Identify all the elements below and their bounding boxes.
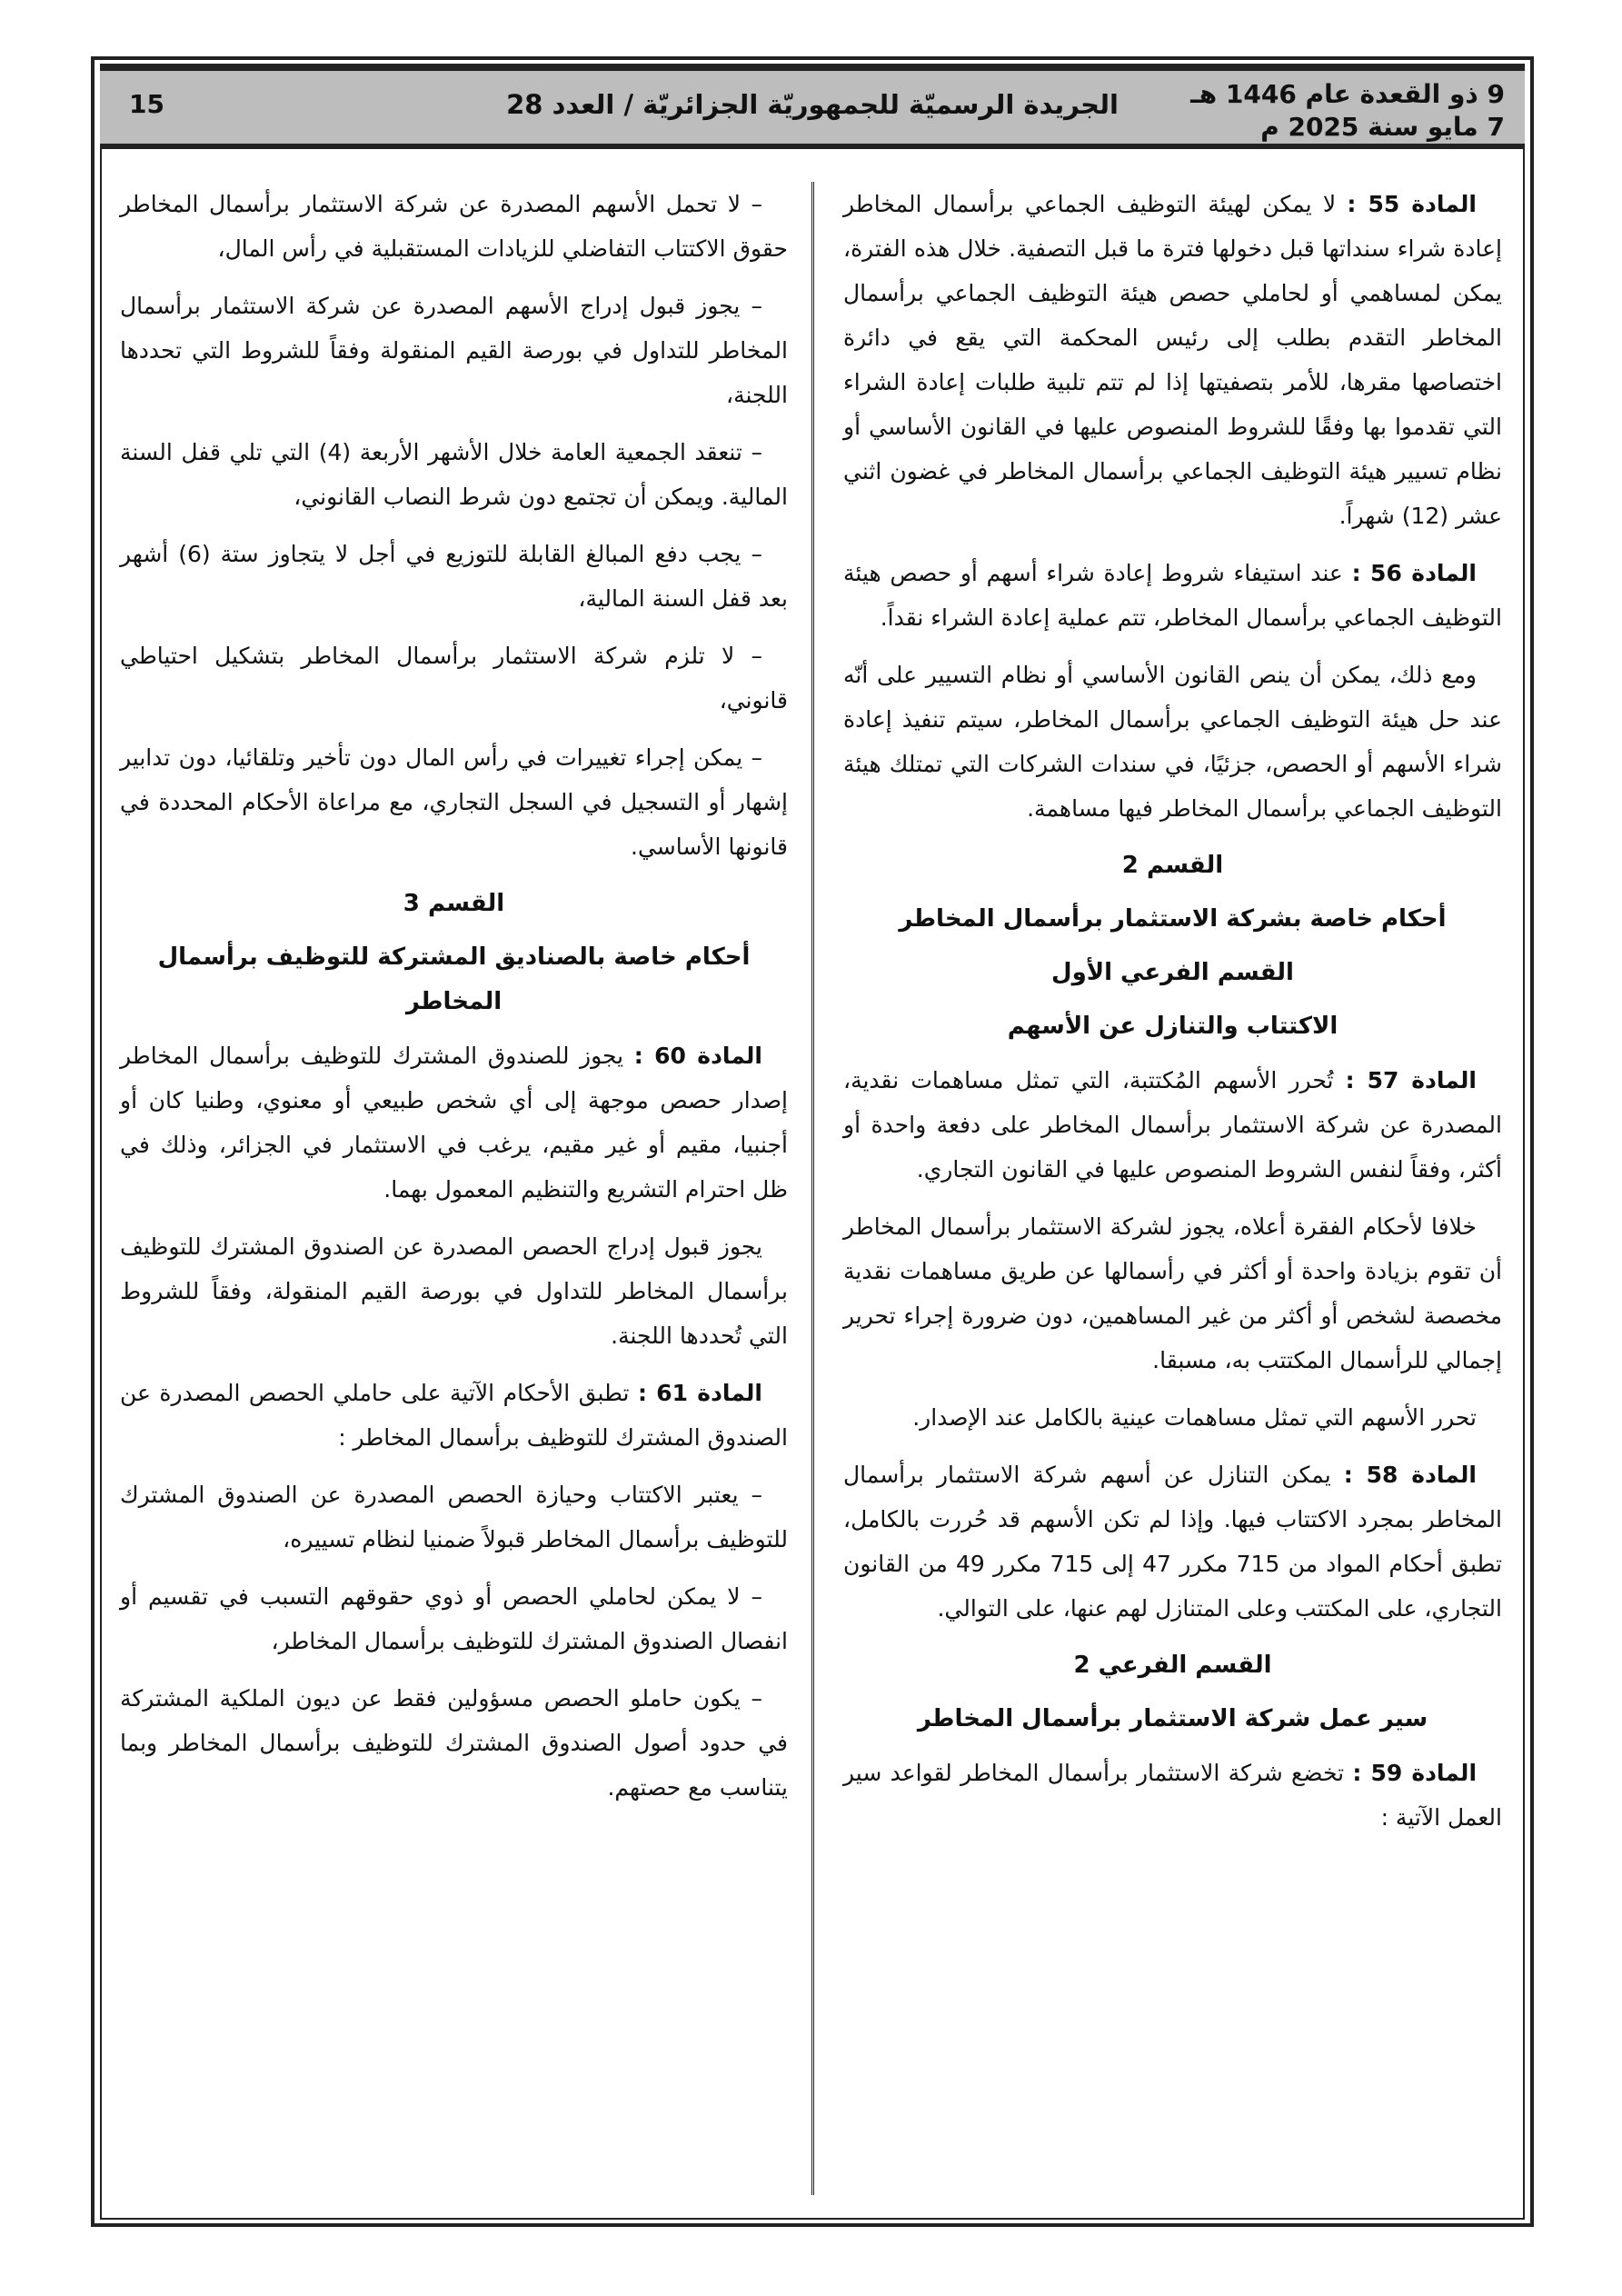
article-56 xyxy=(843,551,1502,640)
article-label: المادة 58 : xyxy=(1343,1462,1477,1488)
paragraph: خلافا لأحكام الفقرة أعلاه، يجوز لشركة الاستثمار برأسمال المخاطر أن تقوم بزيادة واحدة أو أكثر في رأسمالها عن طريق مساهمات نقدية مخصصة لشخص أو أكثر من غير المساهمين، دون ضرورة إجراء تحرير إجمالي للرأسمال المكتتب به، مسبقا. xyxy=(843,1213,1502,1373)
article-59 xyxy=(843,1751,1502,1840)
subsection-heading: القسم الفرعي 2 xyxy=(1073,1652,1272,1679)
article-text: تخضع شركة الاستثمار برأسمال المخاطر لقواعد سير العمل الآتية : xyxy=(843,1760,1502,1831)
article-label: المادة 56 : xyxy=(1351,560,1478,586)
article-61 xyxy=(120,1371,788,1460)
list-item: – لا تلزم شركة الاستثمار برأسمال المخاطر بتشكيل احتياطي قانوني، xyxy=(120,643,788,714)
left-column xyxy=(120,182,788,1822)
section-title: أحكام خاصة بشركة الاستثمار برأسمال المخاطر xyxy=(899,905,1447,933)
list-item: – لا تحمل الأسهم المصدرة عن شركة الاستثمار برأسمال المخاطر حقوق الاكتتاب التفاضلي للزيادات المستقبلية في رأس المال، xyxy=(120,191,788,262)
list-item: – يمكن إجراء تغييرات في رأس المال دون تأخير وتلقائيا، دون تدابير إشهار أو التسجيل في السجل التجاري، مع مراعاة الأحكام المحددة في قانونها الأساسي. xyxy=(120,744,788,860)
article-label: المادة 55 : xyxy=(1347,191,1477,217)
gazette-header xyxy=(100,65,1525,149)
list-item: – يعتبر الاكتتاب وحيازة الحصص المصدرة عن الصندوق المشترك للتوظيف برأسمال المخاطر قبولاً ضمنيا لنظام تسييره، xyxy=(120,1482,788,1552)
list-item: – لا يمكن لحاملي الحصص أو ذوي حقوقهم التسبب في تقسيم أو انفصال الصندوق المشترك للتوظيف برأسمال المخاطر، xyxy=(120,1583,788,1654)
article-text: يجوز للصندوق المشترك للتوظيف برأسمال المخاطر إصدار حصص موجهة إلى أي شخص طبيعي أو معنوي، وطنيا كان أو أجنبيا، مقيم أو غير مقيم، يرغب في الاستثمار في الجزائر، وذلك في ظل احترام التشريع والتنظيم المعمول بهما. xyxy=(120,1043,788,1203)
article-60 xyxy=(120,1033,788,1212)
section-title: أحكام خاصة بالصناديق المشتركة للتوظيف برأسمال المخاطر xyxy=(157,943,751,1015)
page-number: 15 xyxy=(129,89,164,119)
article-label: المادة 60 : xyxy=(633,1043,762,1069)
gazette-title: الجريدة الرسميّة للجمهوريّة الجزائريّة / العدد 28 xyxy=(506,89,1119,120)
subsection-title: الاكتتاب والتنازل عن الأسهم xyxy=(1007,1013,1338,1040)
right-column xyxy=(843,182,1502,1852)
article-label: المادة 59 : xyxy=(1352,1760,1478,1786)
paragraph: يجوز قبول إدراج الحصص المصدرة عن الصندوق المشترك للتوظيف برأسمال المخاطر للتداول في بورصة القيم المنقولة، وفقاً للشروط التي تُحددها اللجنة. xyxy=(120,1233,788,1349)
list-item: – يجوز قبول إدراج الأسهم المصدرة عن شركة الاستثمار برأسمال المخاطر للتداول في بورصة القيم المنقولة وفقاً للشروط التي تحددها اللجنة، xyxy=(120,293,788,408)
article-text: تُحرر الأسهم المُكتتبة، التي تمثل مساهمات نقدية، المصدرة عن شركة الاستثمار برأسمال المخاطر على دفعة واحدة أو أكثر، وفقاً لنفس الشروط المنصوص عليها في القانون التجاري. xyxy=(843,1067,1502,1183)
section-heading: القسم 2 xyxy=(1121,852,1224,879)
article-label: المادة 61 : xyxy=(638,1380,763,1406)
article-text: يمكن التنازل عن أسهم شركة الاستثمار برأسمال المخاطر بمجرد الاكتتاب فيها. وإذا لم تكن الأسهم قد حُررت بالكامل، تطبق أحكام المواد من 715 مكرر 47 إلى 715 مكرر 49 من القانون التجاري، على المكتتب وعلى المتنازل لهم عنها، على التوالي. xyxy=(843,1462,1502,1622)
paragraph: ومع ذلك، يمكن أن ينص القانون الأساسي أو نظام التسيير على أنّه عند حل هيئة التوظيف الجماعي برأسمال المخاطر، سيتم تنفيذ إعادة شراء الأسهم أو الحصص، جزئيًا، في سندات الشركات التي تمتلك هيئة التوظيف الجماعي برأسمال المخاطر فيها مساهمة. xyxy=(843,662,1502,822)
column-divider xyxy=(811,182,814,2195)
subsection-title: سير عمل شركة الاستثمار برأسمال المخاطر xyxy=(917,1705,1428,1732)
hijri-date: 9 ذو القعدة عام 1446 هـ xyxy=(1190,79,1505,109)
paragraph: تحرر الأسهم التي تمثل مساهمات عينية بالكامل عند الإصدار. xyxy=(912,1404,1477,1431)
article-label: المادة 57 : xyxy=(1345,1067,1477,1093)
list-item: – يجب دفع المبالغ القابلة للتوزيع في أجل لا يتجاوز ستة (6) أشهر بعد قفل السنة المالية، xyxy=(120,541,788,612)
article-57 xyxy=(843,1058,1502,1192)
section-heading: القسم 3 xyxy=(403,890,505,917)
article-text: عند استيفاء شروط إعادة شراء أسهم أو حصص هيئة التوظيف الجماعي برأسمال المخاطر، تتم عملية إعادة الشراء نقداً. xyxy=(843,560,1502,631)
gregorian-date: 7 مايو سنة 2025 م xyxy=(1260,112,1505,142)
subsection-heading: القسم الفرعي الأول xyxy=(1051,959,1294,986)
article-text: تطبق الأحكام الآتية على حاملي الحصص المصدرة عن الصندوق المشترك للتوظيف برأسمال المخاطر : xyxy=(120,1380,788,1451)
list-item: – تنعقد الجمعية العامة خلال الأشهر الأربعة (4) التي تلي قفل السنة المالية. ويمكن أن تجتمع دون شرط النصاب القانوني، xyxy=(120,439,788,510)
article-text: لا يمكن لهيئة التوظيف الجماعي برأسمال المخاطر إعادة شراء سنداتها قبل دخولها فترة ما قبل التصفية. خلال هذه الفترة، يمكن لمساهمي أو لحاملي حصص هيئة التوظيف الجماعي برأسمال المخاطر التقدم بطلب إلى رئيس المحكمة التي يقع في دائرة اختصاصها مقرها، للأمر بتصفيتها إذا لم تتم تلبية طلبات إعادة الشراء التي تقدموا بها وفقًا للشروط المنصوص عليها في القانون الأساسي أو نظام تسيير هيئة التوظيف الجماعي برأسمال المخاطر في غضون اثني عشر (12) شهراً. xyxy=(843,191,1502,529)
list-item: – يكون حاملو الحصص مسؤولين فقط عن ديون الملكية المشتركة في حدود أصول الصندوق المشترك للتوظيف برأسمال المخاطر وبما يتناسب مع حصتهم. xyxy=(120,1685,788,1801)
article-55 xyxy=(843,182,1502,538)
article-58 xyxy=(843,1452,1502,1631)
